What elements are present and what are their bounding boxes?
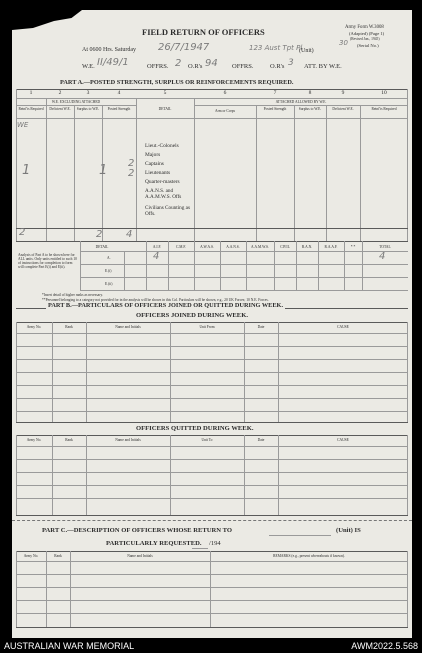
col-header-posted-att: Posted Strength — [263, 107, 287, 111]
quitted-col: Army No. — [26, 438, 42, 442]
footer-institution: AUSTRALIAN WAR MEMORIAL — [4, 641, 135, 651]
rank-lieutenants: Lieutenants — [145, 170, 171, 176]
torn-corner — [12, 10, 82, 30]
rank-quarter-masters: Quarter-masters — [145, 179, 180, 185]
joined-title: OFFICERS JOINED DURING WEEK. — [136, 312, 248, 319]
col-number: 8 — [308, 90, 312, 96]
col-header-reinfts-att: Reinf'ts Required — [371, 107, 397, 111]
attached-allowed-header: ATTACHED ALLOWED BY W.E. — [275, 100, 327, 104]
analysis-row-a: A. — [107, 256, 111, 260]
at-label: At 0600 Hrs. Saturday — [82, 47, 136, 53]
att-label: ATT. BY W.E. — [304, 63, 342, 70]
joined-col: Unit From — [199, 325, 215, 329]
aif-handwritten: 4 — [153, 251, 160, 262]
joined-col: Name and Initials — [115, 325, 141, 329]
analysis-col: * * — [350, 245, 356, 249]
col-header-surplus: Surplus to W.E. — [76, 107, 100, 111]
offrs2-label: OFFRS. — [232, 63, 254, 70]
adapted-label: (Adapted) (Page 1) — [349, 31, 385, 36]
col3-handwritten: 1 — [99, 163, 108, 178]
date-handwritten: 26/7/1947 — [158, 42, 210, 53]
quitted-col: Rank — [65, 438, 73, 442]
analysis-col: C.M.F. — [176, 245, 186, 249]
quitted-col: Name and Initials — [115, 438, 141, 442]
total-col4-handwritten: 4 — [126, 229, 133, 240]
part-c-col: REMARKS (e.g., present whereabouts if known). — [273, 554, 345, 558]
analysis-col: TOTAL — [379, 245, 391, 249]
joined-col: Date — [257, 325, 265, 329]
footer-bar — [0, 640, 422, 653]
total-col3-handwritten: 2 — [96, 229, 103, 240]
lieutenants-posted-handwritten: 2 — [128, 168, 135, 179]
captains-posted-handwritten: 2 — [128, 158, 135, 169]
col-number: 9 — [341, 90, 345, 96]
col-number: 6 — [223, 90, 227, 96]
total-col1-handwritten: 2 — [19, 227, 26, 238]
analysis-col: R.A.N. — [301, 245, 313, 249]
analysis-note: Analysis of Part A to be shown here for ALL units. Only units entitled to such 10 of instructions for completion to form will complete Part E(i) and E(ii). — [18, 253, 77, 270]
we-excluding-attached-header: W.E. EXCLUDING ATTACHED — [51, 100, 101, 104]
rank-lieut-colonels: Lieut.-Colonels — [145, 143, 179, 149]
form-title: FIELD RETURN OF OFFICERS — [142, 27, 265, 37]
serial-label: (Serial No.) — [357, 43, 379, 48]
part-c-col: Army No. — [23, 554, 39, 558]
quitted-title: OFFICERS QUITTED DURING WEEK. — [136, 425, 254, 432]
offrs-label: OFFRS. — [147, 63, 169, 70]
quitted-col: CAUSE — [337, 438, 349, 442]
col-number: 1 — [29, 90, 33, 96]
quitted-col: Date — [257, 438, 265, 442]
analysis-row-eii: E.(ii) — [105, 282, 113, 286]
unit-label: (Unit) — [299, 48, 314, 54]
part-c-year: /194 — [209, 540, 221, 547]
part-c-line1: PART C.—DESCRIPTION OF OFFICERS WHOSE RETURN TO — [42, 527, 232, 534]
joined-col: Army No. — [26, 325, 42, 329]
col-header-deficient-att: Deficient W.E. — [332, 107, 354, 111]
col1-handwritten: 1 — [22, 163, 31, 178]
col-header-deficient: Deficient W.E. — [49, 107, 71, 111]
analysis-row-ei: E.(i) — [105, 269, 112, 273]
we-handwritten: II/49/1 — [97, 57, 129, 68]
revised-label: (Revised Jan., 1945) — [350, 37, 380, 41]
note-categories: **Personnel belonging to a category not provided for in the analysis will be shown in this Col. Particulars will be shown, e.g., 20 UK Forces; 10 N.E. Forces. — [42, 298, 269, 302]
unit-handwritten: 123 Aust Tpt Pl — [249, 44, 303, 52]
rank-civilians: Civilians Counting as Offs. — [145, 205, 190, 217]
part-b-title: PART B.—PARTICULARS OF OFFICERS JOINED OR QUITTED DURING WEEK. — [48, 302, 284, 309]
rank-majors: Majors — [145, 152, 161, 158]
col-header-reinfts: Reinf'ts Required — [18, 107, 44, 111]
part-c-col: Name and Initials — [127, 554, 153, 558]
form-page — [12, 10, 412, 638]
col-number: 2 — [58, 90, 62, 96]
ors2-label: O.R's — [270, 63, 285, 70]
ors-handwritten: 94 — [205, 58, 218, 69]
analysis-col: A.A.N.S. — [226, 245, 240, 249]
note-higher-ranks: *Insert detail of higher ranks as necessary. — [42, 293, 103, 297]
ors-label: O.R's — [188, 63, 203, 70]
col-header-posted: Posted Strength — [107, 107, 131, 111]
we-handwritten-mark: WE — [17, 121, 29, 129]
rank-aans: A.A.N.S. and A.A.M.W.S. Offs — [145, 188, 182, 200]
serial-handwritten: 30 — [339, 39, 348, 47]
footer-accession-number: AWM2022.5.568 — [351, 641, 418, 651]
part-c-unit-is: (Unit) IS — [336, 527, 361, 534]
analysis-col: A.A.M.W.S. — [251, 245, 269, 249]
analysis-col: DETAIL — [95, 245, 109, 249]
joined-col: Rank — [65, 325, 73, 329]
we-label: W.E. — [82, 63, 95, 70]
part-c-line2: PARTICULARLY REQUESTED. — [106, 540, 202, 547]
detail-header: DETAIL — [158, 107, 172, 111]
quitted-col: Unit To — [201, 438, 213, 442]
col-number: 4 — [117, 90, 121, 96]
col-number: 5 — [163, 90, 167, 96]
offrs-handwritten: 2 — [175, 58, 182, 69]
col-number: 7 — [273, 90, 277, 96]
analysis-col: CIVIL — [280, 245, 290, 249]
part-a-title: PART A.—POSTED STRENGTH, SURPLUS OR REINFORCEMENTS REQUIRED. — [60, 79, 294, 86]
part-c-col: Rank — [54, 554, 62, 558]
army-form-number: Army Form W.3008 — [345, 25, 384, 30]
rank-captains: Captains — [145, 161, 164, 167]
analysis-col: R.A.A.F. — [324, 245, 338, 249]
analysis-col: A.W.A.S. — [200, 245, 214, 249]
col-number: 10 — [381, 90, 387, 96]
total-handwritten: 4 — [379, 251, 386, 262]
col-header-surplus-att: Surplus to W.E. — [298, 107, 322, 111]
ors2-handwritten: 3 — [288, 58, 294, 68]
analysis-col: A.I.F. — [152, 245, 162, 249]
col-header-arm-corps: Arm or Corps — [215, 109, 235, 113]
joined-col: CAUSE — [337, 325, 349, 329]
col-number: 3 — [86, 90, 90, 96]
